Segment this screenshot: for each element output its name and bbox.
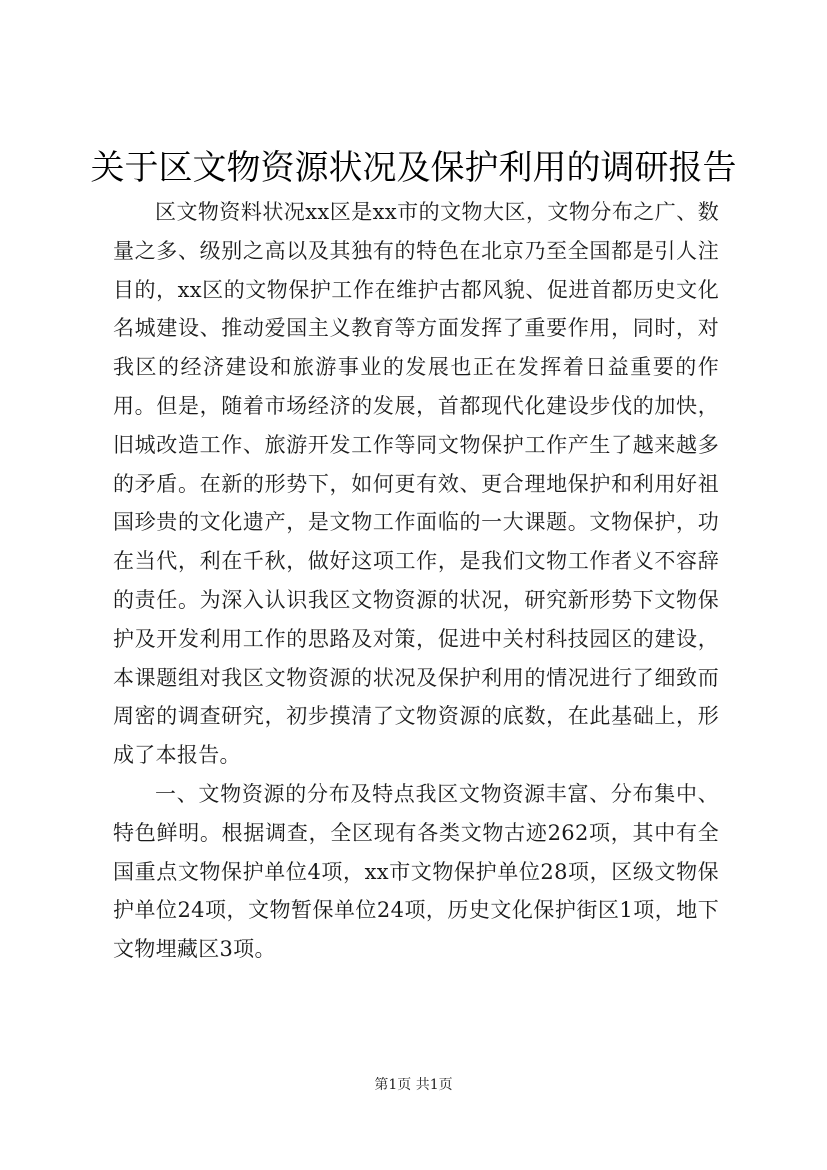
paragraph-intro: 区文物资料状况xx区是xx市的文物大区，文物分布之广、数量之多、级别之高以及其独有的特色在北京乃至全国都是引人注目的，xx区的文物保护工作在维护古都风貌、促进首都历史文化名城建设、推动爱国主义教育等方面发挥了重要作用，同时，对我区的经济建设和旅游事业的发展也正在发挥着日益重要的作用。但是，随着市场经济的发展，首都现代化建设步伐的加快，旧城改造工作、旅游开发工作等同文物保护工作产生了越来越多的矛盾。在新的形势下，如何更有效、更合理地保护和利用好祖国珍贵的文化遗产，是文物工作面临的一大课题。文物保护，功在当代，利在千秋，做好这项工作，是我们文物工作者义不容辞的责任。为深入认识我区文物资源的状况，研究新形势下文物保护及开发利用工作的思路及对策，促进中关村科技园区的建设，本课题组对我区文物资源的状况及保护利用的情况进行了细致而周密的调查研究，初步摸清了文物资源的底数，在此基础上，形成了本报告。 bbox=[113, 200, 719, 768]
document-title: 关于区文物资源状况及保护利用的调研报告 bbox=[90, 148, 737, 188]
document-body bbox=[113, 193, 719, 969]
paragraph-section-one: 一、文物资源的分布及特点我区文物资源丰富、分布集中、特色鲜明。根据调查，全区现有各类文物古迹262项，其中有全国重点文物保护单位4项，xx市文物保护单位28项，区级文物保护单位24项，文物暂保单位24项，历史文化保护街区1项，地下文物埋藏区3项。 bbox=[113, 781, 719, 962]
page-number-footer: 第1页 共1页 bbox=[374, 1077, 453, 1093]
